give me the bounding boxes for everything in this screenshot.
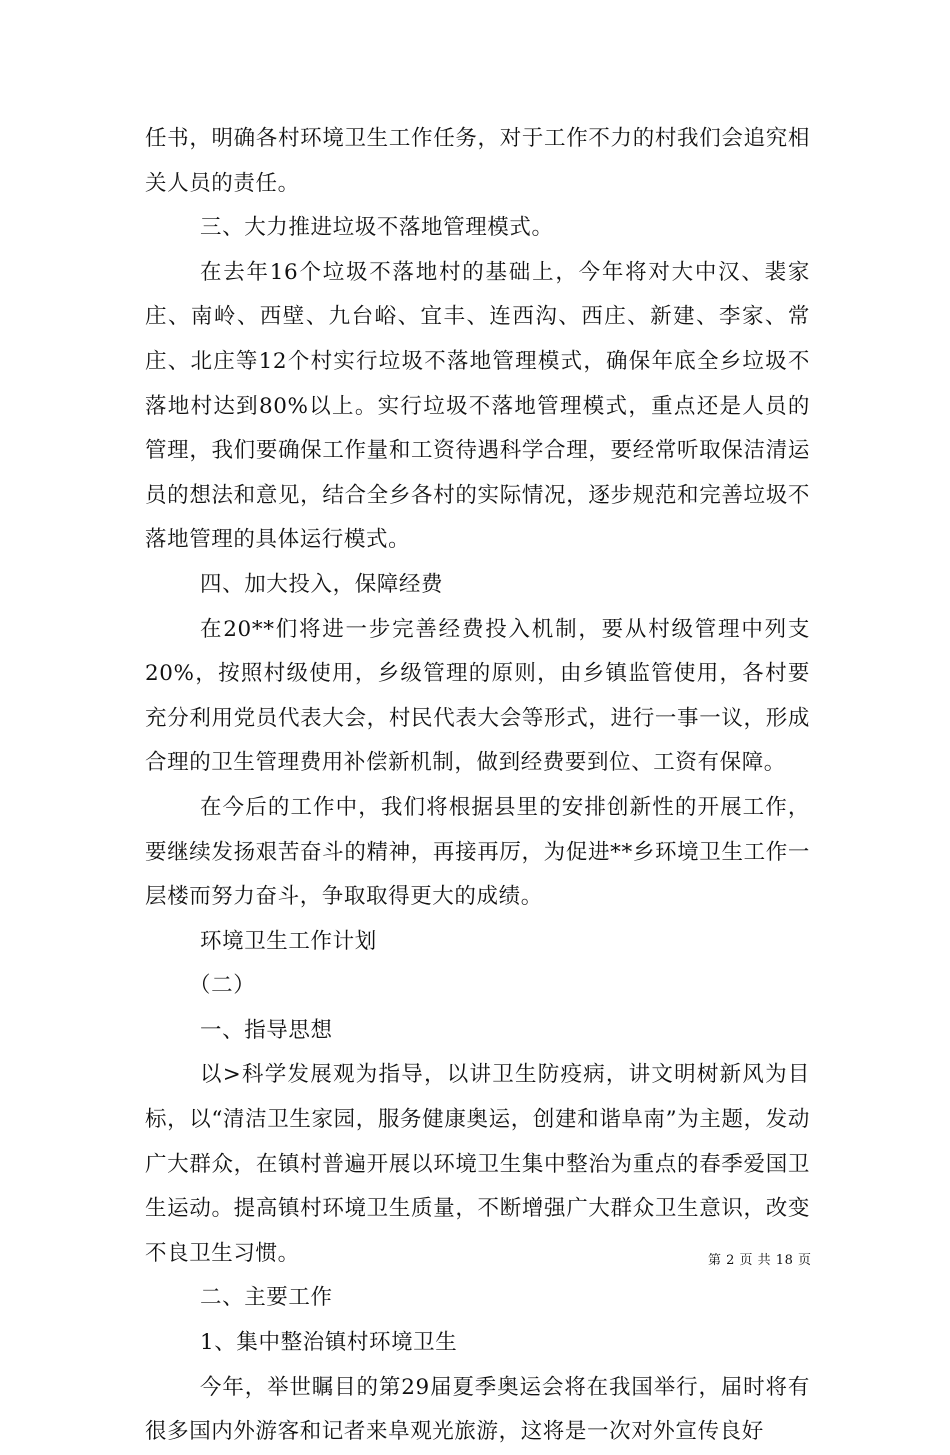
heading-main-work-item-1: 1、集中整治镇村环境卫生 bbox=[200, 1330, 458, 1356]
paragraph-funding: 在20**们将进一步完善经费投入机制，要从村级管理中列支20%，按照村级使用，乡级管理的原则，由乡镇监管使用，各村要充分利用党员代表大会，村民代表大会等形式，进行一事一议，形成合理的卫生管理费用补偿新机制，做到经费要到位、工资有保障。 bbox=[145, 616, 810, 776]
paragraph-olympics: 今年，举世瞩目的第29届夏季奥运会将在我国举行，届时将有很多国内外游客和记者来阜观光旅游，这将是一次对外宣传良好 bbox=[145, 1374, 810, 1445]
section-subtitle-part-2: （二） bbox=[189, 973, 256, 999]
page-number-footer: 第 2 页 共 18 页 bbox=[708, 1253, 812, 1268]
paragraph-continuation: 任书，明确各村环境卫生工作任务，对于工作不力的村我们会追究相关人员的责任。 bbox=[145, 126, 810, 196]
heading-main-work: 二、主要工作 bbox=[200, 1285, 333, 1311]
heading-guiding-thought: 一、指导思想 bbox=[200, 1017, 333, 1043]
paragraph-garbage-management: 在去年16个垃圾不落地村的基础上，今年将对大中汉、裴家庄、南岭、西壁、九台峪、宜丰、连西沟、西庄、新建、李家、常庄、北庄等12个村实行垃圾不落地管理模式，确保年底全乡垃圾不落地村达到80%以上。实行垃圾不落地管理模式，重点还是人员的管理，我们要确保工作量和工资待遇科学合理，要经常听取保洁清运员的想法和意见，结合全乡各村的实际情况，逐步规范和完善垃圾不落地管理的具体运行模式。 bbox=[145, 259, 810, 553]
heading-section-4: 四、加大投入，保障经费 bbox=[200, 571, 444, 597]
section-title-plan: 环境卫生工作计划 bbox=[200, 928, 377, 954]
paragraph-future-work: 在今后的工作中，我们将根据县里的安排创新性的开展工作，要继续发扬艰苦奋斗的精神，再接再厉，为促进**乡环境卫生工作一层楼而努力奋斗，争取取得更大的成绩。 bbox=[145, 794, 810, 910]
paragraph-guiding-thought: 以>科学发展观为指导，以讲卫生防疫病，讲文明树新风为目标，以“清洁卫生家园，服务健康奥运，创建和谐阜南”为主题，发动广大群众，在镇村普遍开展以环境卫生集中整治为重点的春季爱国卫生运动。提高镇村环境卫生质量，不断增强广大群众卫生意识，改变不良卫生习惯。 bbox=[145, 1062, 810, 1266]
heading-section-3: 三、大力推进垃圾不落地管理模式。 bbox=[200, 215, 554, 241]
